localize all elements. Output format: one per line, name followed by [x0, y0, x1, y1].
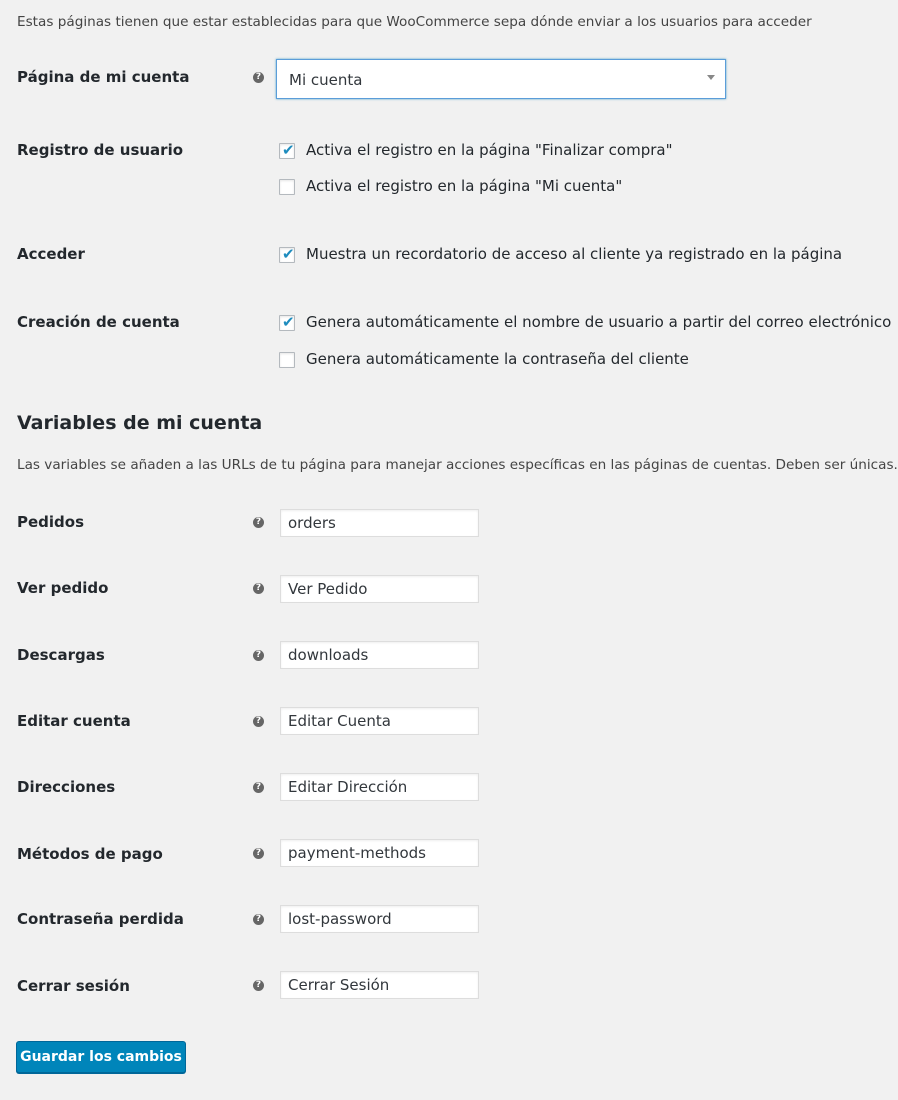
- registration-myaccount-label: Activa el registro en la página "Mi cuenta": [306, 177, 623, 195]
- field-label-downloads: Descargas: [17, 646, 105, 664]
- account-page-select[interactable]: [276, 59, 726, 99]
- lost-password-input[interactable]: [280, 905, 479, 933]
- field-label-edit-account: Editar cuenta: [17, 712, 131, 730]
- logout-input[interactable]: [280, 971, 479, 999]
- field-label-logout: Cerrar sesión: [17, 977, 130, 995]
- registration-checkout-label: Activa el registro en la página "Finalizar compra": [306, 141, 673, 159]
- generate-password-label: Genera automáticamente la contraseña del cliente: [306, 350, 689, 368]
- help-icon[interactable]: ?: [253, 782, 264, 793]
- field-label-lost-password: Contraseña perdida: [17, 910, 184, 928]
- edit-address-input-value: Editar Dirección: [288, 778, 408, 796]
- registration-checkout-checkbox[interactable]: [279, 143, 295, 159]
- login-reminder-checkbox[interactable]: [279, 247, 295, 263]
- account-page-selected-value: Mi cuenta: [289, 71, 363, 89]
- logout-input-value: Cerrar Sesión: [288, 976, 390, 994]
- account-creation-label: Creación de cuenta: [17, 313, 180, 331]
- help-icon[interactable]: ?: [253, 848, 264, 859]
- save-button[interactable]: Guardar los cambios: [16, 1041, 186, 1073]
- generate-username-checkbox[interactable]: [279, 315, 295, 331]
- registration-myaccount-checkbox[interactable]: [279, 179, 295, 195]
- payment-methods-input[interactable]: [280, 839, 479, 867]
- field-label-addresses: Direcciones: [17, 778, 116, 796]
- generate-password-checkbox[interactable]: [279, 352, 295, 368]
- help-icon[interactable]: ?: [253, 914, 264, 925]
- orders-input[interactable]: [280, 509, 479, 537]
- help-icon[interactable]: ?: [253, 650, 264, 661]
- help-icon[interactable]: ?: [253, 517, 264, 528]
- downloads-input[interactable]: [280, 641, 479, 669]
- intro-text: Estas páginas tienen que estar establecidas para que WooCommerce sepa dónde enviar a los usuarios para acceder: [17, 14, 812, 30]
- payment-methods-input-value: payment-methods: [288, 844, 426, 862]
- chevron-down-icon: [707, 75, 715, 80]
- field-label-payment-methods: Métodos de pago: [17, 845, 163, 863]
- edit-address-input[interactable]: [280, 773, 479, 801]
- account-page-label: Página de mi cuenta: [17, 68, 190, 86]
- checkmark-icon: ✔: [282, 141, 295, 159]
- downloads-input-value: downloads: [288, 646, 369, 664]
- login-label: Acceder: [17, 245, 85, 263]
- help-icon[interactable]: ?: [253, 72, 264, 83]
- section-description: Las variables se añaden a las URLs de tu página para manejar acciones específicas en las páginas de cuentas. Deben ser únicas.: [17, 457, 898, 473]
- lost-password-input-value: lost-password: [288, 910, 392, 928]
- login-reminder-label: Muestra un recordatorio de acceso al cliente ya registrado en la página: [306, 245, 843, 263]
- view-order-input[interactable]: [280, 575, 479, 603]
- view-order-input-value: Ver Pedido: [288, 580, 368, 598]
- checkmark-icon: ✔: [282, 245, 295, 263]
- generate-username-label: Genera automáticamente el nombre de usuario a partir del correo electrónico: [306, 313, 892, 331]
- edit-account-input[interactable]: [280, 707, 479, 735]
- orders-input-value: orders: [288, 514, 336, 532]
- field-label-orders: Pedidos: [17, 513, 85, 531]
- checkmark-icon: ✔: [282, 313, 295, 331]
- field-label-view-order: Ver pedido: [17, 579, 109, 597]
- registration-label: Registro de usuario: [17, 141, 184, 159]
- help-icon[interactable]: ?: [253, 716, 264, 727]
- section-title: Variables de mi cuenta: [17, 412, 263, 434]
- edit-account-input-value: Editar Cuenta: [288, 712, 391, 730]
- help-icon[interactable]: ?: [253, 980, 264, 991]
- help-icon[interactable]: ?: [253, 583, 264, 594]
